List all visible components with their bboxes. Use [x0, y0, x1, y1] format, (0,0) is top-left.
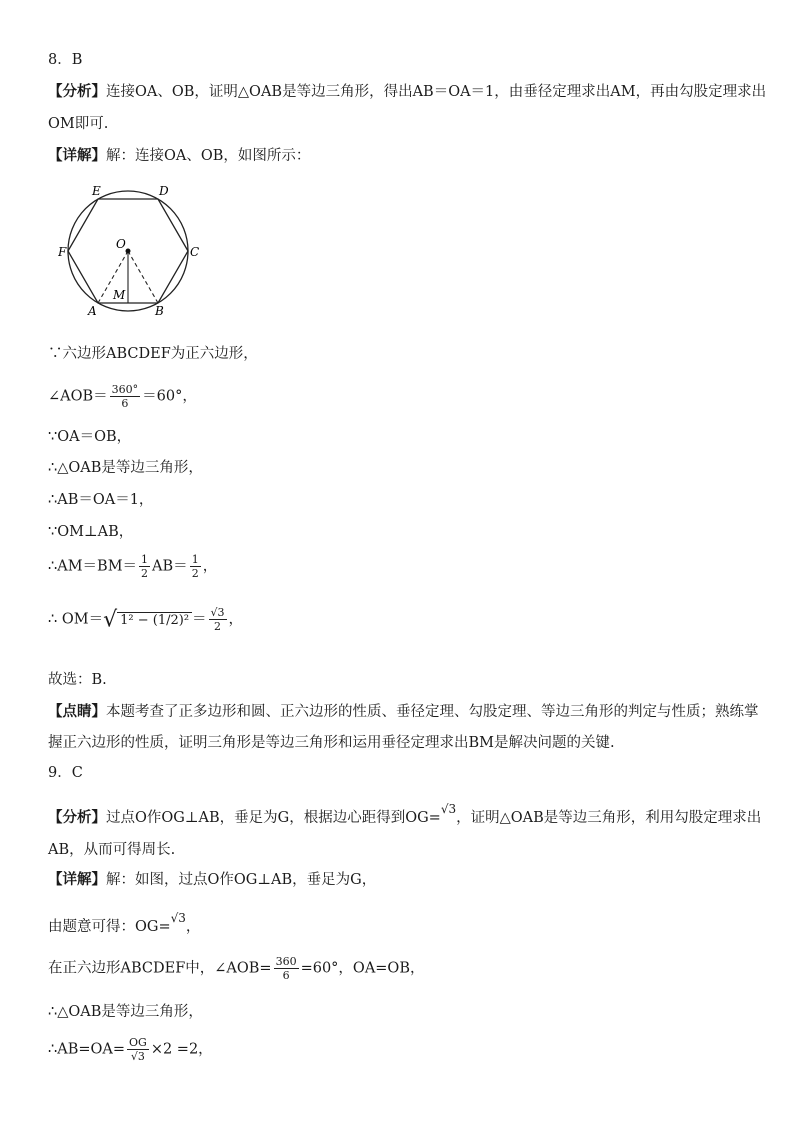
q8-analysis-line2: OM即可.	[48, 116, 109, 132]
q8-step8-suffix: ，	[228, 611, 244, 628]
q9-analysis-line1	[48, 799, 761, 828]
q9-step1-sqrt: √3	[170, 911, 186, 925]
q9-step2-prefix: 在正六边形ABCDEF中，∠AOB=	[48, 960, 272, 977]
q9-step2-den: 6	[282, 969, 290, 982]
q8-analysis-text1: 连接OA、OB，证明△OAB是等边三角形，得出AB＝OA＝1，由垂径定理求出AM，再由勾股定理求出	[106, 84, 767, 100]
q9-step1	[48, 908, 200, 937]
q8-comment-text1: 本题考查了正多边形和圆、正六边形的性质、垂径定理、勾股定理、等边三角形的判定与性质；熟练掌	[106, 704, 759, 720]
q9-step1-suffix: ，	[185, 919, 201, 935]
q8-step8-res-den: 2	[214, 620, 222, 633]
q8-detail-tag: 【详解】	[48, 147, 106, 164]
q8-step2-prefix: ∠AOB＝	[48, 388, 108, 405]
q8-step7-frac2	[190, 553, 201, 580]
q8-step7-prefix: ∴AM＝BM＝	[48, 558, 138, 575]
q8-step7-frac1-num: 1	[141, 553, 149, 566]
q8-step8-result	[209, 606, 227, 633]
q8-step7-frac1	[139, 553, 150, 580]
label-m: M	[113, 288, 126, 302]
center-point-o	[126, 249, 131, 254]
q8-step8-prefix: ∴ OM＝	[48, 611, 104, 628]
q9-step1-prefix: 由题意可得：OG=	[48, 919, 171, 935]
label-c: C	[190, 245, 200, 259]
q8-choice: 故选：B.	[48, 672, 107, 688]
label-o: O	[116, 237, 126, 251]
q9-step2-num: 360	[275, 955, 297, 968]
q9-step4-suffix: ×2 =2，	[150, 1041, 213, 1058]
q9-header: 9．C	[48, 765, 83, 781]
q9-analysis-tag: 【分析】	[48, 809, 106, 826]
q8-step8	[48, 606, 243, 633]
label-f: F	[58, 245, 67, 259]
q9-step4	[48, 1036, 213, 1063]
q8-step1: ∵六边形ABCDEF为正六边形，	[48, 346, 258, 362]
q8-step2-num: 360°	[111, 383, 139, 396]
q8-step7	[48, 553, 217, 580]
q8-step2	[48, 383, 197, 410]
radical-sign: √	[103, 607, 118, 633]
q9-step2	[48, 955, 424, 982]
hexagon-figure	[58, 184, 208, 319]
q8-step7-mid: AB＝	[152, 558, 188, 575]
q8-analysis-tag: 【分析】	[48, 83, 106, 100]
q9-analysis-sqrt: √3	[440, 802, 457, 816]
q8-step8-mid: ＝	[192, 611, 207, 628]
q9-step4-num: OG	[129, 1036, 147, 1049]
q9-analysis-line2: AB，从而可得周长.	[48, 842, 176, 858]
q8-step7-frac2-num: 1	[191, 553, 199, 566]
q8-header: 8．B	[48, 52, 83, 68]
label-b: B	[155, 304, 164, 318]
q8-step4: ∴△OAB是等边三角形，	[48, 460, 203, 476]
q9-detail-intro	[48, 870, 376, 890]
q8-step7-frac2-den: 2	[191, 567, 199, 580]
q8-step2-fraction	[110, 383, 141, 410]
q9-detail-text: 解：如图，过点O作OG⊥AB，垂足为G，	[106, 872, 377, 888]
q9-detail-tag: 【详解】	[48, 871, 106, 888]
q8-analysis-line1	[48, 82, 766, 102]
q9-analysis-text1b: ，证明△OAB是等边三角形，利用勾股定理求出	[456, 810, 762, 826]
q9-step4-fraction	[127, 1036, 149, 1063]
q8-detail-text: 解：连接OA、OB，如图所示：	[106, 148, 311, 164]
q8-step7-frac1-den: 2	[141, 567, 149, 580]
q8-comment-line2: 握正六边形的性质，证明三角形是等边三角形和运用垂径定理求出BM是解决问题的关键.	[48, 735, 615, 751]
label-a: A	[88, 304, 97, 318]
q9-step2-fraction	[274, 955, 299, 982]
q8-step2-suffix: ＝60°，	[142, 388, 197, 405]
q9-step2-suffix: =60°，OA=OB，	[300, 960, 425, 977]
q8-comment-tag: 【点睛】	[48, 703, 106, 720]
q8-step6: ∵OM⊥AB，	[48, 524, 134, 540]
segment-ob	[128, 251, 158, 303]
q8-step3: ∵OA＝OB，	[48, 429, 132, 445]
q8-step7-suffix: ，	[202, 558, 218, 575]
label-e: E	[92, 184, 101, 198]
q8-step5: ∴AB＝OA＝1，	[48, 492, 154, 508]
q9-step4-prefix: ∴AB=OA=	[48, 1041, 126, 1058]
q9-analysis-text1a: 过点O作OG⊥AB，垂足为G，根据边心距得到OG=	[106, 810, 441, 826]
q8-step8-radicand: 1² − (1/2)²	[117, 612, 192, 628]
q9-step3: ∴△OAB是等边三角形，	[48, 1004, 203, 1020]
label-d: D	[159, 184, 169, 198]
q9-step4-den: √3	[130, 1050, 145, 1063]
q8-detail-intro	[48, 146, 310, 166]
q8-comment-line1	[48, 702, 759, 722]
q8-step2-den: 6	[121, 397, 129, 410]
q8-step8-res-num: √3	[210, 606, 225, 619]
